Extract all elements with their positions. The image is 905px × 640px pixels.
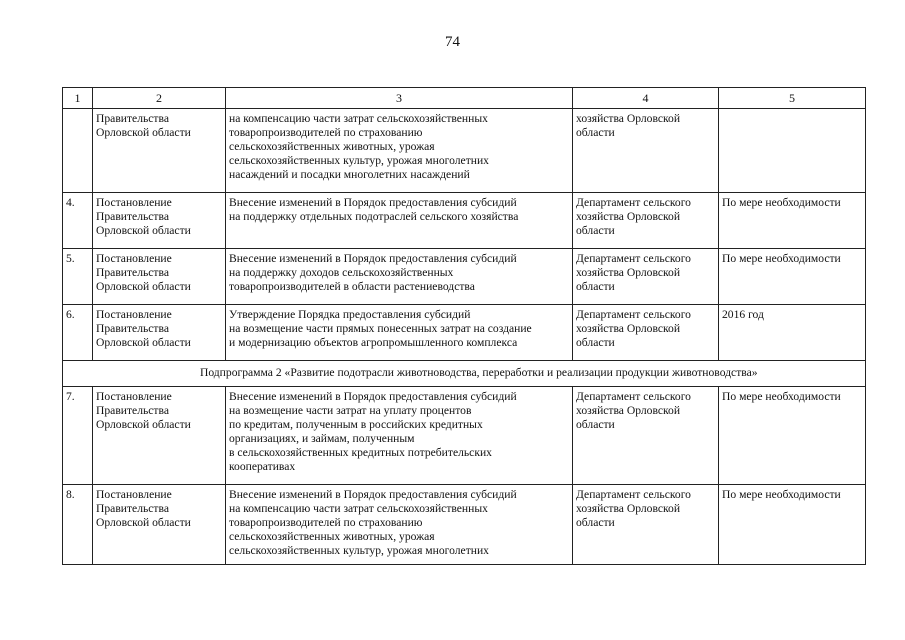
responsible-executor-line: хозяйства Орловской: [576, 266, 681, 279]
responsible-executor-line: Департамент сельского: [576, 488, 691, 501]
measure-description-line: товаропроизводителей по страхованию: [229, 516, 423, 529]
measure-description-line: сельскохозяйственных животных, урожая: [229, 140, 435, 153]
measure-description-line: сельскохозяйственных культур, урожая многолетних: [229, 154, 489, 167]
document-type-line: Правительства: [96, 322, 169, 335]
row-number: 6.: [63, 305, 93, 361]
document-type-line: Правительства: [96, 112, 169, 125]
measure-description-line: на компенсацию части затрат сельскохозяйственных: [229, 502, 488, 515]
table-row: [63, 485, 866, 565]
header-cell-4: 4: [573, 88, 719, 109]
measure-description-line: в сельскохозяйственных кредитных потребительских: [229, 446, 492, 459]
page-number: 74: [445, 34, 460, 50]
document-type-line: Орловской области: [96, 516, 191, 529]
responsible-executor: [573, 485, 719, 565]
plan-table: [62, 87, 866, 565]
measure-description-line: сельскохозяйственных животных, урожая: [229, 530, 435, 543]
responsible-executor-line: области: [576, 280, 615, 293]
measure-description: [226, 305, 573, 361]
document-type: [93, 387, 226, 485]
document-type: [93, 249, 226, 305]
document-type-line: Орловской области: [96, 224, 191, 237]
responsible-executor: [573, 305, 719, 361]
responsible-executor-line: области: [576, 516, 615, 529]
measure-description-line: на поддержку отдельных подотраслей сельского хозяйства: [229, 210, 519, 223]
document-type-line: Правительства: [96, 210, 169, 223]
measure-description: [226, 485, 573, 565]
document-type-line: Правительства: [96, 502, 169, 515]
measure-description-line: на компенсацию части затрат сельскохозяйственных: [229, 112, 488, 125]
deadline: 2016 год: [719, 305, 866, 361]
document-type-line: Орловской области: [96, 126, 191, 139]
header-cell-1: 1: [63, 88, 93, 109]
responsible-executor-line: области: [576, 418, 615, 431]
responsible-executor-line: хозяйства Орловской: [576, 210, 681, 223]
document-type-line: Постановление: [96, 252, 172, 265]
measure-description-line: и модернизацию объектов агропромышленного комплекса: [229, 336, 518, 349]
table-row: [63, 249, 866, 305]
measure-description-line: организациях, и займам, полученным: [229, 432, 415, 445]
document-type-line: Постановление: [96, 390, 172, 403]
document-type: [93, 305, 226, 361]
responsible-executor-line: хозяйства Орловской: [576, 404, 681, 417]
measure-description-line: Внесение изменений в Порядок предоставления субсидий: [229, 252, 517, 265]
responsible-executor: [573, 387, 719, 485]
measure-description-line: Внесение изменений в Порядок предоставления субсидий: [229, 196, 517, 209]
measure-description-line: Внесение изменений в Порядок предоставления субсидий: [229, 390, 517, 403]
measure-description-line: по кредитам, полученным в российских кредитных: [229, 418, 483, 431]
measure-description-line: насаждений и посадки многолетних насаждений: [229, 168, 470, 181]
deadline: [719, 109, 866, 193]
document-type-line: Орловской области: [96, 280, 191, 293]
measure-description: [226, 193, 573, 249]
deadline: По мере необходимости: [719, 193, 866, 249]
table-row: [63, 305, 866, 361]
measure-description: [226, 387, 573, 485]
measure-description-line: сельскохозяйственных культур, урожая многолетних: [229, 544, 489, 557]
document-type-line: Постановление: [96, 488, 172, 501]
subprogram-row: [63, 361, 866, 387]
responsible-executor-line: Департамент сельского: [576, 252, 691, 265]
responsible-executor-line: области: [576, 126, 615, 139]
responsible-executor: [573, 193, 719, 249]
document-type-line: Постановление: [96, 308, 172, 321]
document-type: [93, 109, 226, 193]
row-number: [63, 109, 93, 193]
table-row: [63, 387, 866, 485]
measure-description: [226, 109, 573, 193]
document-type-line: Орловской области: [96, 418, 191, 431]
responsible-executor-line: области: [576, 224, 615, 237]
row-number: 4.: [63, 193, 93, 249]
subprogram-number-cell: [63, 361, 93, 387]
subprogram-title: Подпрограмма 2 «Развитие подотрасли животноводства, переработки и реализации продукции животноводства»: [93, 361, 866, 387]
header-cell-3: 3: [226, 88, 573, 109]
document-type-line: Правительства: [96, 266, 169, 279]
header-cell-2: 2: [93, 88, 226, 109]
measure-description-line: товаропроизводителей по страхованию: [229, 126, 423, 139]
measure-description-line: Внесение изменений в Порядок предоставления субсидий: [229, 488, 517, 501]
measure-description-line: кооперативах: [229, 460, 296, 473]
deadline: По мере необходимости: [719, 485, 866, 565]
responsible-executor: [573, 109, 719, 193]
measure-description: [226, 249, 573, 305]
responsible-executor-line: Департамент сельского: [576, 390, 691, 403]
header-row: [63, 88, 866, 109]
measure-description-line: товаропроизводителей в области растениеводства: [229, 280, 475, 293]
row-number: 8.: [63, 485, 93, 565]
document-type-line: Постановление: [96, 196, 172, 209]
measure-description-line: на поддержку доходов сельскохозяйственных: [229, 266, 454, 279]
document-type-line: Орловской области: [96, 336, 191, 349]
responsible-executor-line: Департамент сельского: [576, 308, 691, 321]
table-row: [63, 109, 866, 193]
measure-description-line: Утверждение Порядка предоставления субсидий: [229, 308, 471, 321]
responsible-executor-line: хозяйства Орловской: [576, 502, 681, 515]
responsible-executor-line: Департамент сельского: [576, 196, 691, 209]
responsible-executor-line: хозяйства Орловской: [576, 322, 681, 335]
row-number: 7.: [63, 387, 93, 485]
deadline: По мере необходимости: [719, 249, 866, 305]
document-type: [93, 485, 226, 565]
plan-table-body: [63, 88, 866, 565]
measure-description-line: на возмещение части затрат на уплату процентов: [229, 404, 472, 417]
measure-description-line: на возмещение части прямых понесенных затрат на создание: [229, 322, 532, 335]
deadline: По мере необходимости: [719, 387, 866, 485]
responsible-executor: [573, 249, 719, 305]
header-cell-5: 5: [719, 88, 866, 109]
responsible-executor-line: хозяйства Орловской: [576, 112, 681, 125]
responsible-executor-line: области: [576, 336, 615, 349]
table-row: [63, 193, 866, 249]
row-number: 5.: [63, 249, 93, 305]
document-type-line: Правительства: [96, 404, 169, 417]
document-type: [93, 193, 226, 249]
